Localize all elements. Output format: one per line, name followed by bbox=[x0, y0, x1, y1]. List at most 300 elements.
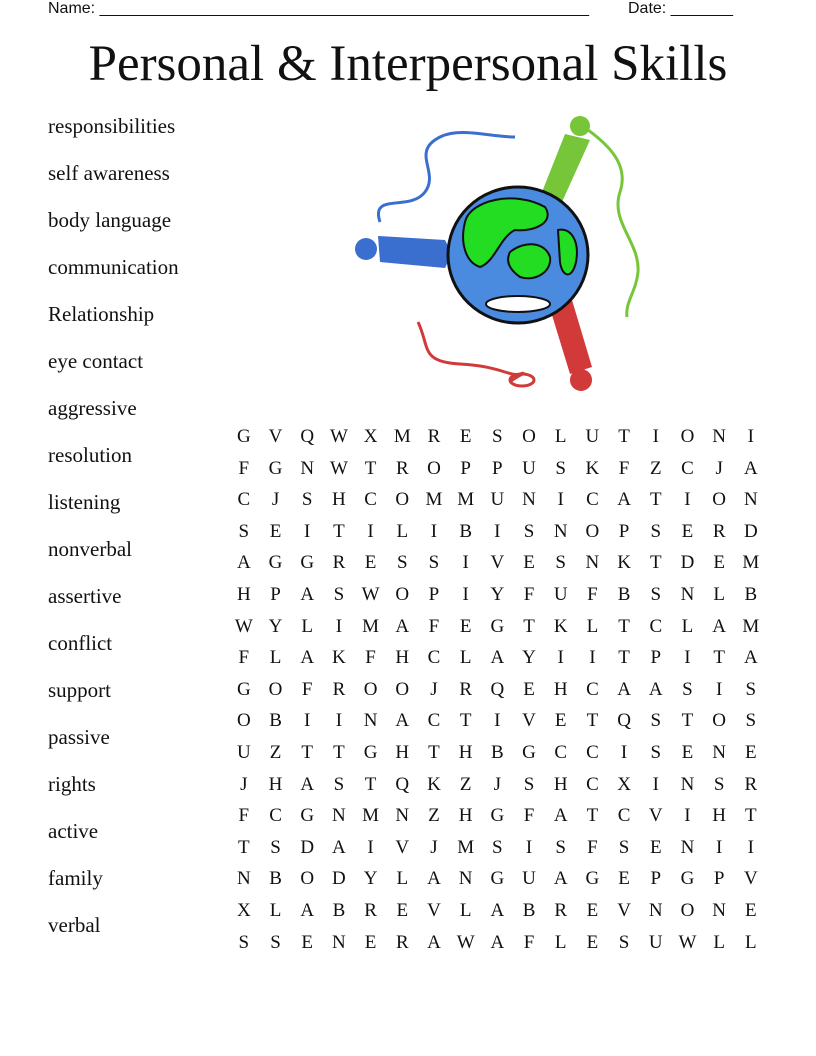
grid-letter[interactable]: N bbox=[395, 805, 410, 827]
date-field-label[interactable]: Date: _______ bbox=[628, 0, 733, 17]
grid-letter[interactable]: S bbox=[555, 552, 566, 574]
grid-letter[interactable]: L bbox=[554, 931, 567, 953]
grid-letter[interactable]: A bbox=[712, 615, 727, 637]
grid-letter[interactable]: B bbox=[332, 899, 346, 921]
grid-letter[interactable]: M bbox=[457, 836, 475, 858]
grid-letter[interactable]: A bbox=[743, 457, 758, 479]
grid-letter[interactable]: R bbox=[332, 552, 346, 574]
grid-letter[interactable]: H bbox=[712, 805, 727, 827]
grid-letter[interactable]: R bbox=[554, 899, 568, 921]
grid-letter[interactable]: E bbox=[586, 899, 599, 921]
grid-letter[interactable]: U bbox=[585, 426, 600, 447]
grid-letter[interactable]: V bbox=[617, 899, 631, 921]
grid-letter[interactable]: E bbox=[681, 520, 694, 542]
grid-letter[interactable]: L bbox=[269, 647, 282, 669]
grid-letter[interactable]: N bbox=[585, 552, 600, 574]
grid-letter[interactable]: Q bbox=[617, 710, 631, 732]
grid-letter[interactable]: S bbox=[618, 931, 630, 953]
grid-letter[interactable]: J bbox=[715, 457, 723, 479]
grid-letter[interactable]: S bbox=[745, 710, 757, 732]
grid-letter[interactable]: H bbox=[236, 583, 251, 605]
grid-letter[interactable]: B bbox=[744, 583, 758, 605]
grid-letter[interactable]: C bbox=[427, 710, 441, 732]
grid-row bbox=[228, 484, 767, 516]
grid-letter[interactable]: N bbox=[522, 489, 536, 511]
grid-letter[interactable]: L bbox=[713, 583, 725, 605]
grid-letter[interactable]: P bbox=[460, 457, 471, 479]
grid-letter[interactable]: P bbox=[650, 868, 662, 890]
grid-letter[interactable]: U bbox=[553, 583, 568, 605]
grid-letter[interactable]: H bbox=[332, 489, 346, 511]
grid-letter[interactable]: O bbox=[522, 426, 536, 447]
grid-letter[interactable]: S bbox=[238, 520, 250, 542]
globe-with-people-icon bbox=[340, 112, 660, 402]
grid-letter[interactable]: H bbox=[268, 773, 283, 795]
grid-letter[interactable]: Z bbox=[649, 457, 662, 479]
grid-letter[interactable]: T bbox=[333, 520, 345, 542]
grid-letter[interactable]: I bbox=[747, 836, 754, 858]
grid-letter[interactable]: A bbox=[648, 678, 663, 700]
grid-letter[interactable]: E bbox=[649, 836, 662, 858]
grid-letter[interactable]: M bbox=[362, 615, 380, 637]
grid-letter[interactable]: N bbox=[553, 520, 568, 542]
grid-letter[interactable]: H bbox=[458, 741, 473, 763]
grid-letter[interactable]: R bbox=[427, 426, 441, 447]
grid-letter[interactable]: E bbox=[745, 741, 757, 763]
grid-letter[interactable]: F bbox=[587, 583, 598, 605]
grid-letter[interactable]: C bbox=[237, 489, 251, 511]
grid-letter[interactable]: T bbox=[364, 773, 377, 795]
grid-letter[interactable]: F bbox=[238, 805, 250, 827]
word-list-item: eye contact bbox=[48, 349, 144, 373]
grid-letter[interactable]: B bbox=[459, 520, 472, 542]
grid-letter[interactable]: S bbox=[428, 552, 440, 574]
grid-letter[interactable]: S bbox=[523, 773, 535, 795]
grid-letter[interactable]: G bbox=[300, 552, 315, 574]
grid-letter[interactable]: P bbox=[492, 457, 503, 479]
grid-letter[interactable]: T bbox=[238, 836, 250, 858]
grid-letter[interactable]: Y bbox=[363, 868, 378, 890]
grid-letter[interactable]: N bbox=[712, 741, 727, 763]
grid-letter[interactable]: I bbox=[304, 710, 311, 732]
grid-letter[interactable]: N bbox=[300, 457, 315, 479]
grid-letter[interactable]: E bbox=[396, 899, 409, 921]
grid-letter[interactable]: E bbox=[586, 931, 599, 953]
grid-letter[interactable]: T bbox=[364, 457, 377, 479]
grid-letter[interactable]: T bbox=[649, 552, 662, 574]
grid-letter[interactable]: A bbox=[300, 773, 315, 795]
grid-letter[interactable]: T bbox=[523, 615, 535, 637]
grid-letter[interactable]: S bbox=[650, 741, 662, 763]
grid-letter[interactable]: N bbox=[236, 868, 251, 890]
grid-letter[interactable]: T bbox=[713, 647, 725, 669]
grid-letter[interactable]: L bbox=[554, 426, 567, 447]
grid-letter[interactable]: F bbox=[523, 583, 535, 605]
grid-letter[interactable]: A bbox=[332, 836, 346, 858]
grid-letter[interactable]: J bbox=[430, 678, 438, 700]
grid-letter[interactable]: L bbox=[713, 931, 725, 953]
grid-letter[interactable]: G bbox=[522, 741, 536, 763]
grid-letter[interactable]: S bbox=[745, 678, 757, 700]
grid-letter[interactable]: R bbox=[332, 678, 346, 700]
grid-letter[interactable]: C bbox=[649, 615, 663, 637]
grid-letter[interactable]: N bbox=[332, 931, 346, 953]
grid-letter[interactable]: V bbox=[648, 805, 663, 827]
grid-letter[interactable]: C bbox=[554, 741, 568, 763]
grid-letter[interactable]: M bbox=[425, 489, 443, 511]
grid-letter[interactable]: I bbox=[684, 647, 691, 669]
grid-letter[interactable]: Z bbox=[428, 805, 440, 827]
grid-letter[interactable]: K bbox=[553, 615, 568, 637]
grid-letter[interactable]: T bbox=[586, 805, 599, 827]
grid-letter[interactable]: F bbox=[587, 836, 598, 858]
grid-letter[interactable]: D bbox=[300, 836, 315, 858]
grid-letter[interactable]: M bbox=[742, 615, 760, 637]
grid-letter[interactable]: R bbox=[395, 457, 409, 479]
grid-letter[interactable]: K bbox=[332, 647, 346, 669]
grid-letter[interactable]: O bbox=[680, 899, 695, 921]
grid-letter[interactable]: S bbox=[650, 520, 662, 542]
grid-letter[interactable]: H bbox=[553, 773, 568, 795]
grid-letter[interactable]: S bbox=[650, 710, 662, 732]
grid-letter[interactable]: G bbox=[300, 805, 315, 827]
grid-letter[interactable]: W bbox=[678, 931, 697, 953]
grid-letter[interactable]: P bbox=[428, 583, 440, 605]
grid-letter[interactable]: F bbox=[428, 615, 440, 637]
grid-row bbox=[228, 832, 767, 864]
grid-letter[interactable]: M bbox=[457, 489, 475, 511]
grid-letter[interactable]: D bbox=[743, 520, 758, 542]
grid-letter[interactable]: T bbox=[649, 489, 662, 511]
grid-letter[interactable]: S bbox=[333, 773, 345, 795]
grid-letter[interactable]: E bbox=[681, 741, 694, 763]
grid-letter[interactable]: A bbox=[553, 805, 568, 827]
grid-letter[interactable]: R bbox=[395, 931, 409, 953]
grid-letter[interactable]: F bbox=[238, 457, 250, 479]
grid-letter[interactable]: T bbox=[618, 647, 630, 669]
grid-letter[interactable]: N bbox=[458, 868, 473, 890]
grid-letter[interactable]: E bbox=[618, 868, 630, 890]
grid-letter[interactable]: W bbox=[234, 615, 253, 637]
grid-letter[interactable]: Z bbox=[269, 741, 282, 763]
grid-letter[interactable]: U bbox=[522, 868, 536, 890]
grid-letter[interactable]: Y bbox=[268, 615, 283, 637]
grid-letter[interactable]: C bbox=[586, 489, 599, 511]
grid-letter[interactable]: J bbox=[430, 836, 438, 858]
grid-letter[interactable]: T bbox=[681, 710, 694, 732]
grid-letter[interactable]: S bbox=[301, 489, 313, 511]
grid-letter[interactable]: S bbox=[682, 678, 693, 700]
grid-letter[interactable]: S bbox=[523, 520, 535, 542]
grid-letter[interactable]: F bbox=[618, 457, 630, 479]
grid-letter[interactable]: A bbox=[300, 583, 315, 605]
grid-letter[interactable]: U bbox=[490, 489, 505, 511]
grid-letter[interactable]: W bbox=[329, 457, 348, 479]
grid-letter[interactable]: F bbox=[523, 931, 535, 953]
grid-letter[interactable]: E bbox=[554, 710, 567, 732]
grid-letter[interactable]: G bbox=[585, 868, 600, 890]
grid-letter[interactable]: V bbox=[268, 426, 283, 447]
grid-letter[interactable]: I bbox=[715, 678, 723, 700]
name-field-label[interactable]: Name: _______________________________________________________ bbox=[48, 0, 589, 17]
grid-letter[interactable]: T bbox=[459, 710, 472, 732]
grid-letter[interactable]: N bbox=[332, 805, 346, 827]
grid-letter[interactable]: N bbox=[680, 773, 695, 795]
grid-letter[interactable]: O bbox=[712, 489, 727, 511]
grid-letter[interactable]: E bbox=[364, 931, 377, 953]
grid-letter[interactable]: A bbox=[427, 868, 441, 890]
grid-letter[interactable]: T bbox=[333, 741, 345, 763]
grid-letter[interactable]: P bbox=[650, 647, 662, 669]
grid-letter[interactable]: B bbox=[269, 868, 282, 890]
grid-letter[interactable]: S bbox=[555, 457, 566, 479]
grid-letter[interactable]: M bbox=[393, 426, 411, 447]
grid-letter[interactable]: A bbox=[617, 678, 631, 700]
grid-letter[interactable]: A bbox=[490, 899, 505, 921]
grid-letter[interactable]: V bbox=[427, 899, 441, 921]
grid-letter[interactable]: O bbox=[427, 457, 441, 479]
grid-letter[interactable]: J bbox=[493, 773, 502, 795]
grid-letter[interactable]: G bbox=[680, 868, 695, 890]
grid-letter[interactable]: N bbox=[648, 899, 663, 921]
grid-letter[interactable]: O bbox=[236, 710, 251, 732]
grid-letter[interactable]: I bbox=[747, 426, 754, 447]
grid-letter[interactable]: A bbox=[617, 489, 631, 511]
grid-letter[interactable]: I bbox=[367, 836, 374, 858]
grid-letter[interactable]: G bbox=[236, 426, 251, 447]
grid-letter[interactable]: N bbox=[743, 489, 758, 511]
grid-letter[interactable]: C bbox=[586, 773, 599, 795]
grid-letter[interactable]: B bbox=[617, 583, 631, 605]
grid-letter[interactable]: S bbox=[238, 931, 250, 953]
grid-letter[interactable]: B bbox=[491, 741, 504, 763]
grid-letter[interactable]: G bbox=[268, 552, 283, 574]
grid-letter[interactable]: G bbox=[490, 868, 505, 890]
grid-letter[interactable]: K bbox=[617, 552, 631, 574]
grid-letter[interactable]: E bbox=[364, 552, 377, 574]
grid-letter[interactable]: E bbox=[523, 552, 535, 574]
grid-letter[interactable]: Q bbox=[300, 426, 315, 447]
word-list-item: passive bbox=[48, 725, 110, 749]
grid-letter[interactable]: Y bbox=[490, 583, 505, 605]
grid-letter[interactable]: V bbox=[395, 836, 410, 858]
grid-letter[interactable]: A bbox=[427, 931, 441, 953]
grid-letter[interactable]: V bbox=[743, 868, 758, 890]
grid-letter[interactable]: X bbox=[363, 426, 378, 447]
grid-letter[interactable]: F bbox=[238, 647, 250, 669]
grid-letter[interactable]: I bbox=[494, 710, 501, 732]
grid-letter[interactable]: R bbox=[744, 773, 758, 795]
grid-letter[interactable]: T bbox=[618, 615, 630, 637]
grid-letter[interactable]: D bbox=[332, 868, 346, 890]
grid-letter[interactable]: I bbox=[494, 520, 501, 542]
grid-letter[interactable]: I bbox=[652, 773, 659, 795]
grid-letter[interactable]: V bbox=[522, 710, 536, 732]
grid-letter[interactable]: T bbox=[745, 805, 757, 827]
grid-letter[interactable]: I bbox=[652, 426, 659, 447]
grid-letter[interactable]: T bbox=[618, 426, 630, 447]
grid-letter[interactable]: O bbox=[395, 583, 410, 605]
grid-letter[interactable]: E bbox=[523, 678, 535, 700]
grid-letter[interactable]: W bbox=[329, 426, 348, 447]
grid-letter[interactable]: T bbox=[301, 741, 314, 763]
grid-letter[interactable]: G bbox=[236, 678, 251, 700]
grid-letter[interactable]: U bbox=[236, 741, 251, 763]
grid-letter[interactable]: P bbox=[270, 583, 281, 605]
grid-letter[interactable]: G bbox=[490, 615, 505, 637]
grid-letter[interactable]: L bbox=[301, 615, 314, 637]
grid-letter[interactable]: L bbox=[745, 931, 757, 953]
grid-letter[interactable]: E bbox=[745, 899, 757, 921]
grid-letter[interactable]: I bbox=[684, 805, 691, 827]
grid-letter[interactable]: I bbox=[715, 836, 723, 858]
grid-letter[interactable]: O bbox=[680, 426, 695, 447]
grid-letter[interactable]: C bbox=[617, 805, 631, 827]
grid-letter[interactable]: I bbox=[620, 741, 628, 763]
grid-letter[interactable]: N bbox=[712, 426, 727, 447]
grid-letter[interactable]: I bbox=[462, 583, 469, 605]
grid-letter[interactable]: R bbox=[364, 899, 377, 921]
grid-letter[interactable]: Q bbox=[490, 678, 505, 700]
grid-letter[interactable]: H bbox=[395, 741, 410, 763]
grid-letter[interactable]: C bbox=[586, 678, 599, 700]
grid-letter[interactable]: H bbox=[395, 647, 410, 669]
grid-letter[interactable]: P bbox=[713, 868, 725, 890]
grid-letter[interactable]: M bbox=[362, 805, 380, 827]
grid-letter[interactable]: J bbox=[271, 489, 280, 511]
grid-letter[interactable]: S bbox=[555, 836, 566, 858]
grid-letter[interactable]: W bbox=[456, 931, 475, 953]
grid-row bbox=[228, 516, 767, 548]
grid-letter[interactable]: A bbox=[743, 647, 758, 669]
grid-letter[interactable]: T bbox=[428, 741, 440, 763]
grid-letter[interactable]: A bbox=[490, 647, 505, 669]
grid-letter[interactable]: L bbox=[269, 899, 282, 921]
grid-letter[interactable]: B bbox=[522, 899, 536, 921]
grid-letter[interactable]: U bbox=[522, 457, 536, 479]
grid-letter[interactable]: Y bbox=[522, 647, 536, 669]
grid-letter[interactable]: G bbox=[268, 457, 283, 479]
grid-letter[interactable]: I bbox=[367, 520, 374, 542]
grid-letter[interactable]: C bbox=[681, 457, 694, 479]
grid-letter[interactable]: V bbox=[490, 552, 505, 574]
grid-letter[interactable]: I bbox=[430, 520, 438, 542]
grid-letter[interactable]: A bbox=[236, 552, 251, 574]
grid-letter[interactable]: E bbox=[459, 426, 472, 447]
grid-letter[interactable]: L bbox=[586, 615, 599, 637]
grid-letter[interactable]: S bbox=[618, 836, 630, 858]
grid-letter[interactable]: I bbox=[684, 489, 691, 511]
grid-letter[interactable]: R bbox=[712, 520, 726, 542]
grid-letter[interactable]: I bbox=[335, 615, 343, 637]
grid-letter[interactable]: B bbox=[269, 710, 282, 732]
grid-letter[interactable]: X bbox=[236, 899, 251, 921]
grid-letter[interactable]: L bbox=[459, 647, 472, 669]
grid-letter[interactable]: C bbox=[269, 805, 282, 827]
grid-letter[interactable]: C bbox=[586, 741, 599, 763]
grid-letter[interactable]: S bbox=[396, 552, 408, 574]
grid-letter[interactable]: N bbox=[680, 583, 695, 605]
grid-letter[interactable]: S bbox=[333, 583, 345, 605]
grid-letter[interactable]: T bbox=[586, 710, 599, 732]
grid-letter[interactable]: I bbox=[335, 710, 343, 732]
grid-letter[interactable]: A bbox=[300, 899, 315, 921]
grid-letter[interactable]: A bbox=[395, 615, 410, 637]
grid-letter[interactable]: G bbox=[363, 741, 378, 763]
grid-letter[interactable]: E bbox=[269, 520, 282, 542]
grid-letter[interactable]: A bbox=[395, 710, 410, 732]
grid-letter[interactable]: O bbox=[395, 678, 410, 700]
grid-row bbox=[228, 705, 767, 737]
grid-letter[interactable]: C bbox=[364, 489, 377, 511]
grid-letter[interactable]: D bbox=[680, 552, 695, 574]
grid-letter[interactable]: U bbox=[648, 931, 663, 953]
grid-letter[interactable]: K bbox=[427, 773, 441, 795]
grid-row bbox=[228, 927, 767, 959]
grid-letter[interactable]: I bbox=[557, 647, 564, 669]
grid-letter[interactable]: S bbox=[270, 836, 281, 858]
grid-letter[interactable]: F bbox=[523, 805, 535, 827]
grid-letter[interactable]: W bbox=[361, 583, 380, 605]
grid-letter[interactable]: O bbox=[395, 489, 410, 511]
grid-letter[interactable]: J bbox=[240, 773, 248, 795]
grid-letter[interactable]: I bbox=[304, 520, 311, 542]
grid-letter[interactable]: Q bbox=[395, 773, 410, 795]
grid-letter[interactable]: O bbox=[268, 678, 283, 700]
grid-letter[interactable]: E bbox=[713, 552, 725, 574]
grid-letter[interactable]: N bbox=[680, 836, 695, 858]
grid-letter[interactable]: L bbox=[396, 868, 409, 890]
grid-letter[interactable]: F bbox=[365, 647, 376, 669]
grid-letter[interactable]: L bbox=[396, 520, 409, 542]
grid-letter[interactable]: H bbox=[553, 678, 568, 700]
grid-letter[interactable]: I bbox=[589, 647, 596, 669]
grid-letter[interactable]: C bbox=[427, 647, 441, 669]
grid-letter[interactable]: L bbox=[681, 615, 694, 637]
grid-letter[interactable]: I bbox=[462, 552, 469, 574]
grid-letter[interactable]: E bbox=[301, 931, 314, 953]
grid-letter[interactable]: S bbox=[492, 836, 503, 858]
grid-letter[interactable]: G bbox=[490, 805, 505, 827]
grid-letter[interactable]: S bbox=[713, 773, 725, 795]
grid-letter[interactable]: E bbox=[459, 615, 472, 637]
grid-letter[interactable]: A bbox=[553, 868, 568, 890]
grid-letter[interactable]: H bbox=[458, 805, 473, 827]
grid-letter[interactable]: S bbox=[492, 426, 503, 447]
grid-letter[interactable]: O bbox=[585, 520, 600, 542]
grid-letter[interactable]: O bbox=[300, 868, 315, 890]
grid-letter[interactable]: Z bbox=[459, 773, 472, 795]
grid-letter[interactable]: N bbox=[712, 899, 727, 921]
grid-letter[interactable]: I bbox=[525, 836, 533, 858]
grid-letter[interactable]: R bbox=[459, 678, 472, 700]
grid-letter[interactable]: P bbox=[618, 520, 630, 542]
grid-letter[interactable]: M bbox=[742, 552, 760, 574]
grid-letter[interactable]: A bbox=[300, 647, 315, 669]
grid-letter[interactable]: A bbox=[490, 931, 505, 953]
grid-letter[interactable]: N bbox=[363, 710, 378, 732]
grid-letter[interactable]: L bbox=[459, 899, 472, 921]
word-list-item: rights bbox=[48, 772, 96, 796]
grid-letter[interactable]: K bbox=[585, 457, 600, 479]
grid-letter[interactable]: O bbox=[363, 678, 378, 700]
grid-letter[interactable]: O bbox=[712, 710, 727, 732]
grid-letter[interactable]: S bbox=[270, 931, 281, 953]
grid-letter[interactable]: I bbox=[557, 489, 564, 511]
grid-letter[interactable]: S bbox=[650, 583, 662, 605]
grid-letter[interactable]: F bbox=[301, 678, 313, 700]
grid-letter[interactable]: X bbox=[617, 773, 631, 795]
